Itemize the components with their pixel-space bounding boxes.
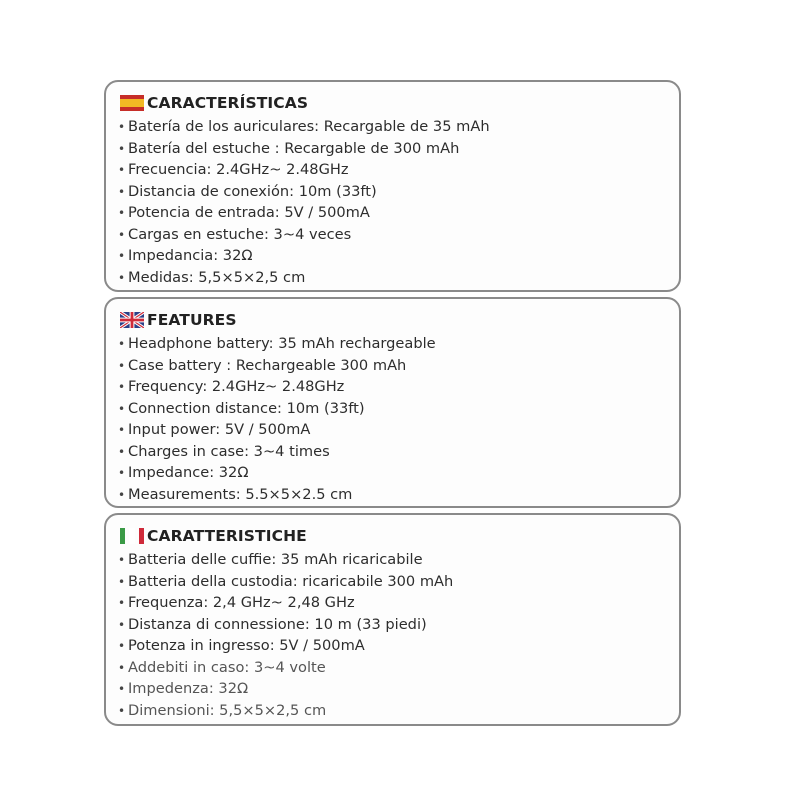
bullet: • [118, 163, 126, 177]
spec-text: Charges in case: 3~4 times [128, 442, 330, 460]
bullet: • [118, 380, 126, 394]
list-item [118, 549, 453, 571]
bullet: • [118, 466, 126, 480]
list-item [118, 159, 490, 181]
list-item [118, 678, 453, 700]
spec-text: Cargas en estuche: 3~4 veces [128, 225, 352, 243]
list-item [118, 614, 453, 636]
flag-stripe-red [139, 528, 144, 544]
list-item [118, 267, 490, 289]
bullet: • [118, 639, 126, 653]
spec-text: Frequency: 2.4GHz~ 2.48GHz [128, 378, 345, 395]
list-item [118, 245, 490, 267]
spec-text: Measurements: 5.5×5×2.5 cm [128, 485, 353, 503]
list-item [118, 138, 490, 160]
list-item [118, 441, 436, 463]
spec-card-english [104, 297, 681, 508]
list-item [118, 333, 436, 355]
spec-text: Batteria delle cuffie: 35 mAh ricaricabile [128, 551, 423, 568]
list-item [118, 484, 436, 506]
spec-text: Batería del estuche : Recargable de 300 mAh [128, 139, 460, 157]
bullet: • [118, 617, 126, 632]
spec-card-italian [104, 513, 681, 726]
bullet: • [118, 206, 126, 220]
bullet: • [118, 141, 126, 156]
bullet: • [118, 487, 126, 502]
bullet: • [118, 703, 126, 718]
list-item [118, 116, 490, 138]
spec-text: Medidas: 5,5×5×2,5 cm [128, 268, 306, 286]
list-item [118, 202, 490, 224]
spain-flag-icon [120, 95, 144, 111]
bullet: • [118, 270, 126, 285]
section-title-text: CARACTERÍSTICAS [147, 94, 309, 112]
bullet: • [118, 184, 126, 199]
list-item [118, 398, 436, 420]
spec-text: Frequenza: 2,4 GHz~ 2,48 GHz [128, 594, 355, 611]
bullet: • [118, 660, 126, 675]
spec-text: Impedance: 32Ω [128, 464, 249, 481]
spec-text: Impedancia: 32Ω [128, 247, 253, 264]
spec-text: Dimensioni: 5,5×5×2,5 cm [128, 701, 327, 719]
list-item [118, 571, 453, 593]
section-title [120, 525, 307, 547]
spec-text: Input power: 5V / 500mA [128, 421, 311, 438]
bullet: • [118, 596, 126, 610]
uk-flag-graphic [120, 312, 144, 328]
spec-text: Addebiti in caso: 3~4 volte [128, 658, 326, 676]
section-title-text: CARATTERISTICHE [147, 527, 307, 545]
list-item [118, 224, 490, 246]
flag-stripe-white [129, 528, 134, 544]
section-title [120, 309, 237, 331]
spec-card-spanish [104, 80, 681, 292]
spec-text: Distancia de conexión: 10m (33ft) [128, 182, 377, 200]
list-item [118, 592, 453, 614]
section-title-text: FEATURES [147, 311, 237, 329]
list-item [118, 181, 490, 203]
spec-text: Distanza di connessione: 10 m (33 piedi) [128, 615, 427, 633]
bullet: • [118, 337, 126, 351]
spec-text: Potencia de entrada: 5V / 500mA [128, 204, 370, 221]
section-title [120, 92, 308, 114]
spec-text: Connection distance: 10m (33ft) [128, 399, 365, 417]
spec-list [118, 333, 436, 505]
list-item [118, 419, 436, 441]
list-item [118, 376, 436, 398]
spec-list [118, 116, 490, 288]
flag-stripe-green [120, 528, 125, 544]
bullet: • [118, 444, 126, 459]
spec-list [118, 549, 453, 721]
spec-text: Batteria della custodia: ricaricabile 300 mAh [128, 572, 454, 590]
spec-text: Frecuencia: 2.4GHz~ 2.48GHz [128, 161, 349, 178]
uk-flag-icon [120, 312, 144, 328]
spec-text: Headphone battery: 35 mAh rechargeable [128, 335, 436, 352]
bullet: • [118, 423, 126, 437]
list-item [118, 462, 436, 484]
list-item [118, 657, 453, 679]
spec-text: Batería de los auriculares: Recargable de 35 mAh [128, 118, 490, 135]
bullet: • [118, 574, 126, 589]
bullet: • [118, 401, 126, 416]
bullet: • [118, 682, 126, 696]
spec-text: Potenza in ingresso: 5V / 500mA [128, 637, 365, 654]
list-item [118, 635, 453, 657]
list-item [118, 700, 453, 722]
list-item [118, 355, 436, 377]
bullet: • [118, 120, 126, 134]
bullet: • [118, 553, 126, 567]
spec-text: Impedenza: 32Ω [128, 680, 249, 697]
bullet: • [118, 249, 126, 263]
italy-flag-icon [120, 528, 144, 544]
spec-text: Case battery : Rechargeable 300 mAh [128, 356, 407, 374]
bullet: • [118, 227, 126, 242]
bullet: • [118, 358, 126, 373]
